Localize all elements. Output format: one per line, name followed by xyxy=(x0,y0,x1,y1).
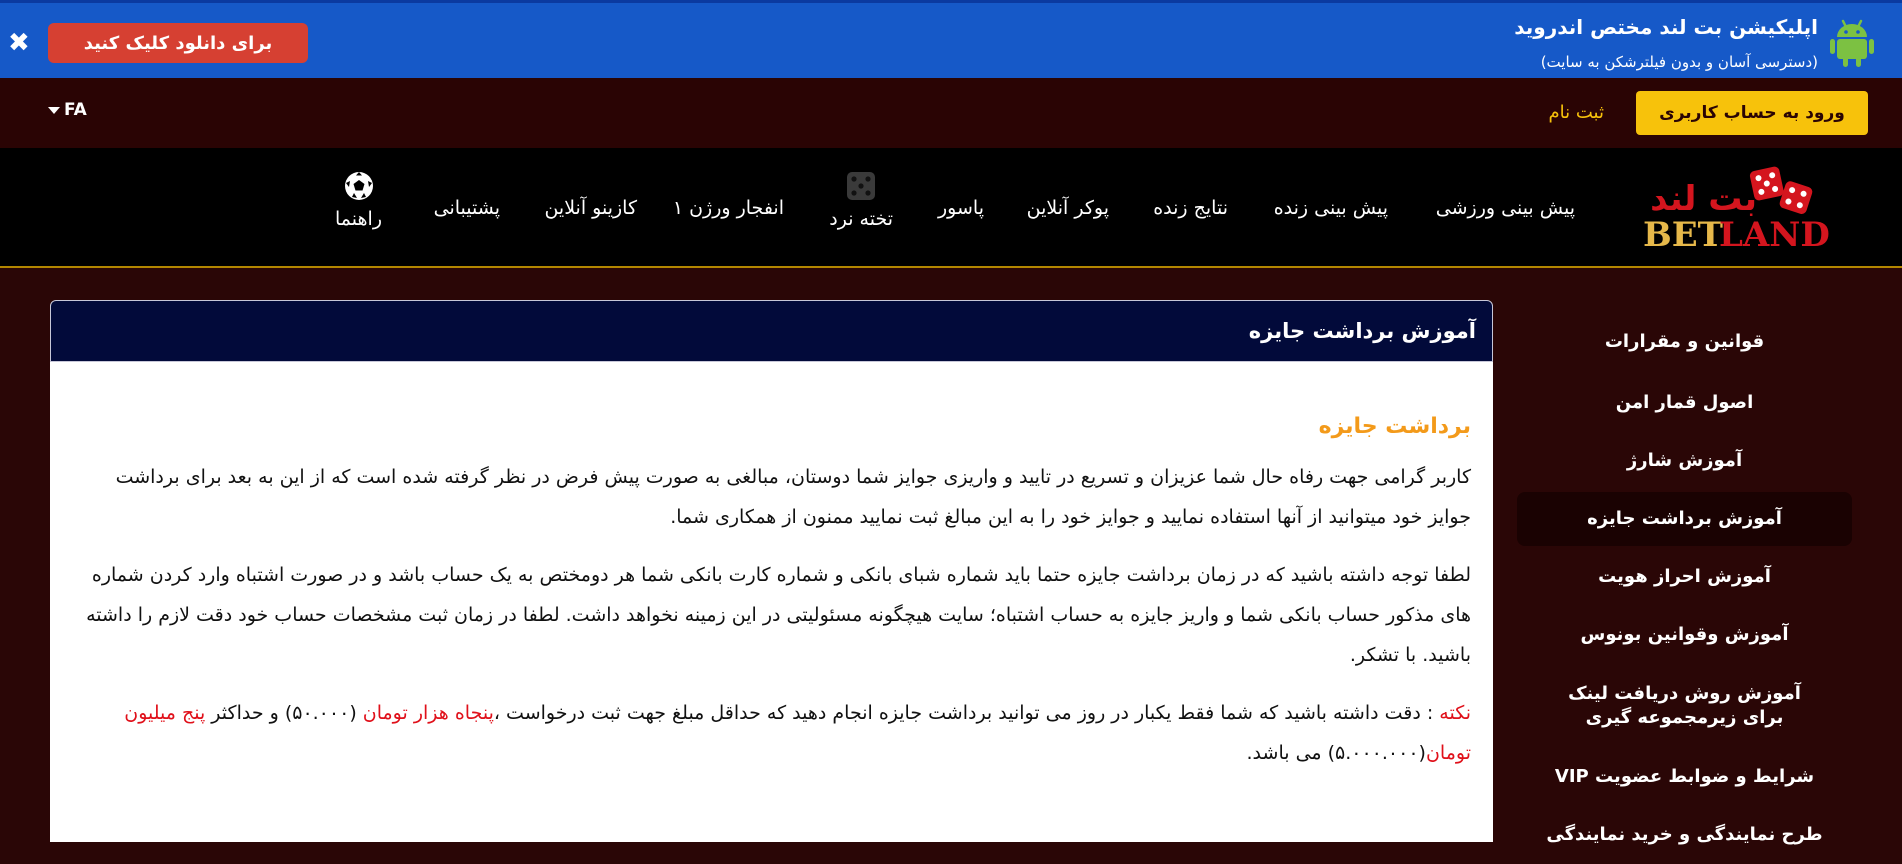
nav-label: پیش بینی زنده xyxy=(1273,197,1388,219)
paragraph-warning: لطفا توجه داشته باشید که در زمان برداشت جایزه حتما باید شماره شبای بانکی و شماره کارت بانکی شما هر دومختص به یک حساب باشد و در صورت اشتباه وارد کردن شماره های مذکور حساب بانکی شما و واریز جایزه به حساب اشتباه؛ سایت هیچگونه مسئولیتی در این زمینه نخواهد داشت. لطفا در زمان ثبت مشخصات حساب خود دقت لازم را داشته باشید. با تشکر. xyxy=(86,564,1471,666)
svg-text:بت لند: بت لند xyxy=(1650,179,1757,219)
main-nav xyxy=(0,148,1902,268)
language-selector[interactable] xyxy=(48,100,87,120)
content-header-title: آموزش برداشت جایزه xyxy=(1248,319,1476,343)
sidebar-item-rules[interactable] xyxy=(1517,310,1852,374)
note-text: (۵۰.۰۰۰) و حداکثر xyxy=(205,702,363,724)
nav-guide[interactable] xyxy=(335,170,382,230)
sidebar-item-label: اصول قمار امن xyxy=(1615,392,1754,413)
note-text: : دقت داشته باشید که شما فقط یکبار در روز می توانید برداشت جایزه انجام دهید که حداقل مبلغ جهت ثبت درخواست ، xyxy=(493,702,1440,724)
sidebar-item-label: آموزش برداشت جایزه xyxy=(1587,508,1782,529)
download-button[interactable]: برای دانلود کلیک کنید xyxy=(48,23,308,63)
note-text: (۵.۰۰۰.۰۰۰) می باشد. xyxy=(1246,742,1426,764)
nav-online-casino[interactable] xyxy=(544,197,637,219)
sidebar-item-charge-guide[interactable] xyxy=(1517,432,1852,490)
sidebar-item-label: شرایط و ضوابط عضویت VIP xyxy=(1554,766,1815,787)
login-button[interactable]: ورود به حساب کاربری xyxy=(1636,91,1868,135)
nav-label: پوکر آنلاین xyxy=(1026,197,1109,219)
min-amount: پنجاه هزار تومان xyxy=(362,702,494,724)
nav-label: پشتیبانی xyxy=(433,197,500,219)
soccer-ball-icon xyxy=(343,170,375,202)
android-icon xyxy=(1829,18,1875,68)
register-link[interactable]: ثبت نام xyxy=(1548,102,1604,123)
nav-backgammon[interactable] xyxy=(829,170,893,230)
caret-down-icon xyxy=(48,107,60,114)
sidebar-item-label: آموزش روش دریافت لینک برای زیرمجموعه گیری xyxy=(1568,683,1801,728)
sidebar-item-label: طرح نمایندگی و خرید نمایندگی xyxy=(1546,824,1823,845)
sidebar-item-vip[interactable] xyxy=(1517,748,1852,806)
sidebar-item-label: قوانین و مقرارات xyxy=(1604,331,1765,352)
nav-label: تخته نرد xyxy=(829,208,893,230)
sidebar-item-label: آموزش وقوانین بونوس xyxy=(1580,624,1789,645)
language-label: FA xyxy=(64,100,87,120)
sidebar-item-safe-gambling[interactable] xyxy=(1517,374,1852,432)
sidebar-item-label: آموزش شارژ xyxy=(1626,450,1743,471)
sidebar-item-verification[interactable] xyxy=(1517,548,1852,606)
svg-text:BET: BET xyxy=(1643,215,1723,250)
banner-title: اپلیکیشن بت لند مختص اندروید xyxy=(1514,15,1818,39)
sidebar-item-referral-link[interactable] xyxy=(1517,664,1852,748)
nav-label: پیش بینی ورزشی xyxy=(1435,197,1575,219)
account-bar xyxy=(0,78,1902,148)
nav-sports-betting[interactable] xyxy=(1436,197,1575,219)
nav-crash-v1[interactable] xyxy=(673,197,784,219)
banner-subtitle: (دسترسی آسان و بدون فیلترشکن به سایت) xyxy=(1540,53,1818,71)
dice-icon xyxy=(845,170,877,202)
note-label: نکته xyxy=(1439,702,1471,724)
nav-live-results[interactable] xyxy=(1153,197,1228,219)
sidebar xyxy=(1517,300,1852,864)
paragraph-note xyxy=(72,693,1471,773)
betland-logo[interactable] xyxy=(1637,166,1832,250)
max-amount: پنج میلیون تومان xyxy=(124,702,1471,764)
section-title: برداشت جایزه xyxy=(1318,414,1471,439)
nav-online-poker[interactable] xyxy=(1027,197,1109,219)
close-icon[interactable]: ✖ xyxy=(8,28,30,58)
nav-label: کازینو آنلاین xyxy=(544,197,637,219)
sidebar-item-agency[interactable] xyxy=(1517,806,1852,864)
nav-label: انفجار ورژن ۱ xyxy=(672,197,784,219)
nav-label: راهنما xyxy=(335,208,382,230)
nav-support[interactable] xyxy=(434,197,500,219)
nav-pasur[interactable] xyxy=(938,197,984,219)
sidebar-item-withdraw-guide[interactable] xyxy=(1517,492,1852,546)
content-body xyxy=(50,362,1493,842)
svg-text:LAND: LAND xyxy=(1719,215,1830,250)
sidebar-item-bonus[interactable] xyxy=(1517,606,1852,664)
content-header xyxy=(50,300,1493,362)
nav-label: نتایج زنده xyxy=(1153,197,1228,219)
app-download-banner xyxy=(0,0,1902,78)
sidebar-item-label: آموزش احراز هویت xyxy=(1598,566,1771,587)
nav-live-betting[interactable] xyxy=(1274,197,1388,219)
paragraph-intro: کاربر گرامی جهت رفاه حال شما عزیزان و تسریع در تایید و واریزی جوایز شما دوستان، مبالغی به صورت پیش فرض در نظر گرفته شده است که از این به بعد برای برداشت جوایز خود میتوانید از آنها استفاده نمایید و جوایز خود را به این مبالغ ثبت نمایید ممنون از همکاری شما. xyxy=(115,466,1471,528)
nav-label: پاسور xyxy=(938,197,984,219)
